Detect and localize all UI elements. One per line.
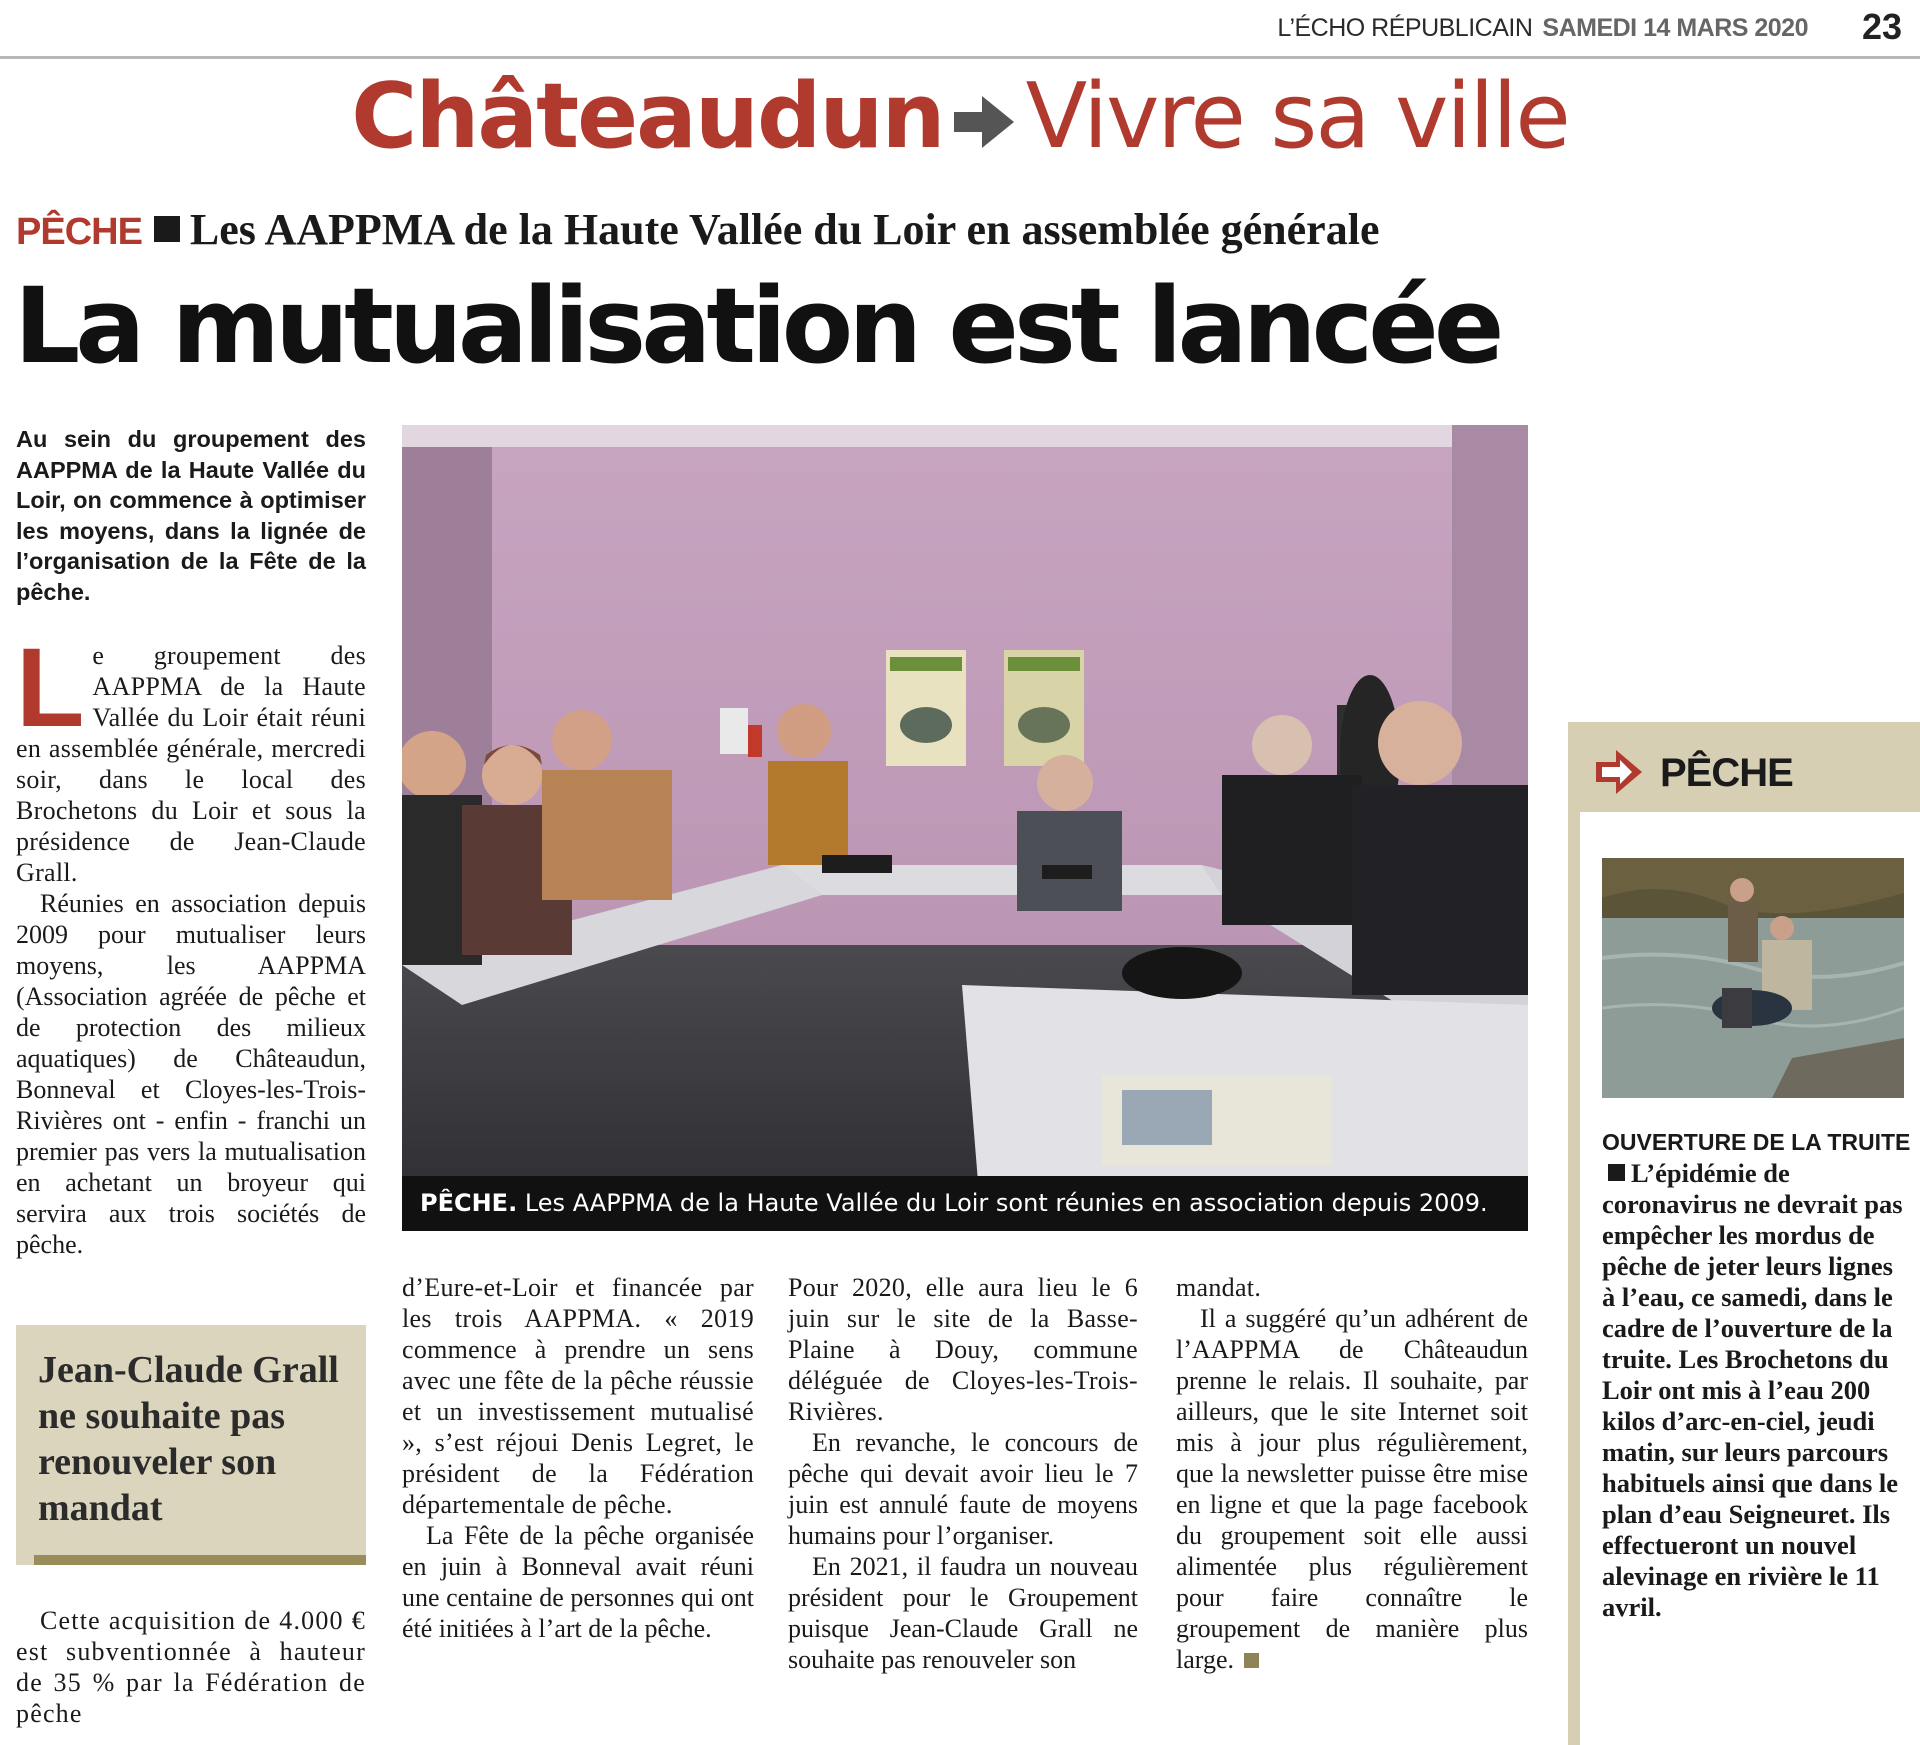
sidebar-panel [1580,734,1920,1745]
article-paragraph: e groupement des AAPPMA de la Haute Vallée du Loir était réuni en assemblée générale, mercredi soir, dans le local des Brochetons du Loir et sous la présidence de Jean-Claude Grall. [16,641,366,887]
article-paragraph: En revanche, le concours de pêche qui devait avoir lieu le 7 juin est annulé faute de moyens humains pour l’organiser. [788,1428,1138,1550]
article-column-1-end [16,1605,366,1729]
article-column-1 [16,625,366,1260]
pull-quote-text: Jean-Claude Grall ne souhaite pas renouveler son mandat [38,1349,339,1529]
sidebar-text [1602,1126,1912,1623]
sidebar-header [1580,734,1920,812]
newspaper-name: L’ÉCHO RÉPUBLICAIN [1277,14,1533,42]
end-mark-icon [1244,1653,1259,1668]
article-column-2 [402,1272,754,1644]
square-bullet-icon [154,216,180,242]
photo-caption [402,1176,1528,1231]
sidebar-title: PÊCHE [1660,751,1793,795]
page-number: 23 [1861,6,1902,47]
arrow-right-icon [954,94,1016,150]
section-rubric [0,62,1920,172]
meeting-photo [402,425,1528,1231]
pull-quote [16,1325,366,1565]
drop-cap: L [16,625,85,750]
article-kicker [16,205,1379,257]
rubric-section: Vivre sa ville [1025,64,1569,169]
article-paragraph [1176,1303,1528,1675]
article-column-3 [788,1272,1138,1675]
sidebar-brief [1568,722,1920,1745]
article-paragraph: mandat. [1176,1273,1262,1302]
article-chapo: Au sein du groupement des AAPPMA de la Haute Vallée du Loir, on commence à optimiser les moyens, dans la lignée de l’organisation de la Fête de la pêche. [16,426,366,605]
article-paragraph-text: Il a suggéré qu’un adhérent de l’AAPPMA de Châteaudun prenne le relais. Il souhaite, par ailleurs, que le site Internet soit mis à jour plus régulièrement, que la newsletter puisse être mise en ligne et que la page facebook du groupement soit elle aussi alimentée plus régulièrement pour faire connaître le groupement de manière plus large. [1176,1304,1528,1674]
sidebar-body: L’épidémie de coronavirus ne devrait pas empêcher les mordus de pêche de jeter leurs lignes à l’eau, ce samedi, dans le cadre de l’ouverture de la truite. Les Brochetons du Loir ont mis à l’eau 200 kilos d’arc-en-ciel, jeudi matin, sur leurs parcours habituels ainsi que dans le plan d’eau Seigneuret. Ils effectueront un nouvel alevinage en rivière le 11 avril. [1602,1158,1903,1622]
article-paragraph: La Fête de la pêche organisée en juin à Bonneval avait réuni une centaine de personnes qui ont été initiées à l’art de la pêche. [402,1521,754,1643]
article-paragraph: Réunies en association depuis 2009 pour mutualiser leurs moyens, les AAPPMA (Association agréée de pêche et de protection des milieux aquatiques) de Châteaudun, Bonneval et Cloyes-les-Trois-Rivières ont - enfin - franchi un premier pas vers la mutualisation en achetant un broyeur qui servira aux trois sociétés de pêche. [16,889,366,1259]
arrow-right-icon [1596,750,1642,794]
article-paragraph: Pour 2020, elle aura lieu le 6 juin sur le site de la Basse-Plaine à Douy, commune déléguée de Cloyes-les-Trois-Rivières. [788,1273,1138,1426]
sidebar-lead: OUVERTURE DE LA TRUITE [1602,1129,1911,1155]
pull-quote-rule [34,1555,366,1565]
river-illustration [1602,858,1904,1098]
meeting-room-illustration [402,425,1528,1231]
rubric-city: Châteaudun [351,64,944,169]
square-bullet-icon [1608,1164,1625,1181]
kicker-tag: PÊCHE [16,211,142,253]
article-paragraph: d’Eure-et-Loir et financée par les trois AAPPMA. « 2019 commence à prendre un sens avec une fête de la pêche réussie et un investissement mutualisé », s’est réjoui Denis Legret, le président de la Fédération départementale de pêche. [402,1273,754,1519]
article-paragraph: Cette acquisition de 4.000 € est subventionnée à hauteur de 35 % par la Fédération de pêche [16,1606,366,1728]
article-headline: La mutualisation est lancée [14,265,1500,387]
caption-text: Les AAPPMA de la Haute Vallée du Loir sont réunies en association depuis 2009. [524,1189,1488,1217]
fishing-photo [1602,858,1904,1098]
article-paragraph: En 2021, il faudra un nouveau président pour le Groupement puisque Jean-Claude Grall ne souhaite pas renouveler son [788,1552,1138,1674]
article-column-4 [1176,1272,1528,1675]
newspaper-info [1277,14,1808,43]
caption-tag: PÊCHE. [420,1189,518,1217]
article-deck: Les AAPPMA de la Haute Vallée du Loir en assemblée générale [189,205,1380,254]
issue-date: SAMEDI 14 MARS 2020 [1542,14,1808,42]
